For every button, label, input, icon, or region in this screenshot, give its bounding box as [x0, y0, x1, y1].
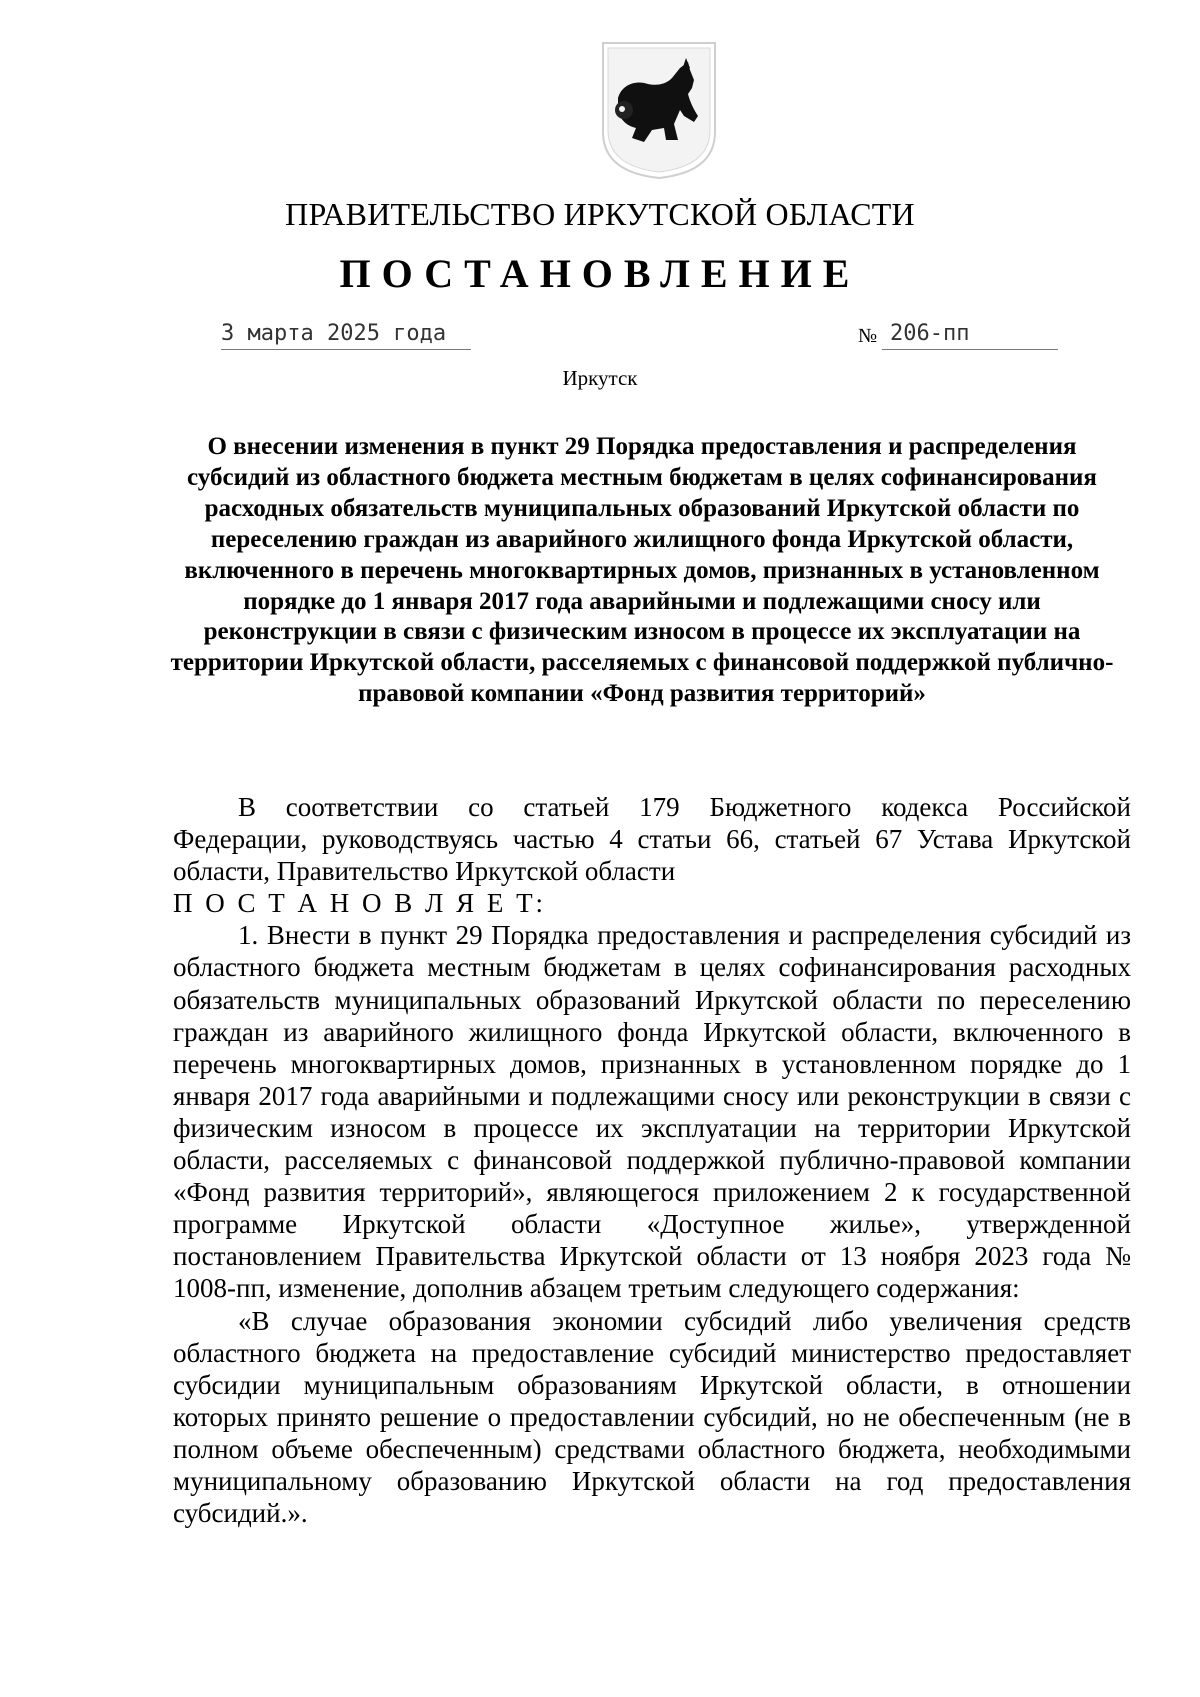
document-title: О внесении изменения в пункт 29 Порядка предоставления и распределения субсидий из областного бюджета местным бюджетам в целях софинансирования расходных обязательств муниципальных образований Иркутской области по переселению граждан из аварийного жилищного фонда Иркутской области, включенного в перечень многоквартирных домов, признанных в установленном порядке до 1 января 2017 года аварийными и подлежащими сносу или реконструкции в связи с физическим износом в процессе их эксплуатации на территории Иркутской области, расселяемых с финансовой поддержкой публично-правовой компании «Фонд развития территорий»: [170, 433, 1114, 708]
resolves-heading: П О С Т А Н О В Л Я Е Т:: [173, 888, 547, 919]
irkutsk-coat-of-arms-icon: [600, 40, 718, 180]
document-number: 206-пп: [890, 321, 970, 346]
date-underline: [221, 349, 471, 350]
government-name: ПРАВИТЕЛЬСТВО ИРКУТСКОЙ ОБЛАСТИ: [285, 196, 915, 232]
preamble-first-line: В соответствии со статьей 179 Бюджетного кодекса Российской: [238, 792, 1131, 822]
quoted-paragraph: «В случае образования экономии субсидий либо увеличения средств областного бюджета на предоставление субсидий министерство предоставляет субсидии муниципальным образованиям Иркутской области, в отношении которых принято решение о предоставлении субсидий, но не обеспеченным (не в полном объеме обеспеченным) средствами областного бюджета, необходимыми муниципальному образованию Иркутской области на год предоставления субсидий.».: [173, 1305, 1131, 1529]
document-city: Иркутск: [562, 366, 638, 390]
document-body: [173, 791, 1131, 1529]
preamble-rest: Федерации, руководствуясь частью 4 статьи 66, статьей 67 Устава Иркутской области, Правительство Иркутской области: [173, 824, 1131, 887]
item-1-paragraph: 1. Внести в пункт 29 Порядка предоставления и распределения субсидий из областного бюджета местным бюджетам в целях софинансирования расходных обязательств муниципальных образований Иркутской области по переселению граждан из аварийного жилищного фонда Иркутской области, включенного в перечень многоквартирных домов, признанных в установленном порядке до 1 января 2017 года аварийными и подлежащими сносу или реконструкции в связи с физическим износом в процессе их эксплуатации на территории Иркутской области, расселяемых с финансовой поддержкой публично-правовой компании «Фонд развития территорий», являющегося приложением 2 к государственной программе Иркутской области «Доступное жилье», утвержденной постановлением Правительства Иркутской области от 13 ноября 2023 года № 1008-пп, изменение, дополнив абзацем третьим следующего содержания:: [173, 920, 1131, 1304]
number-underline: [882, 349, 1058, 350]
document-type: ПОСТАНОВЛЕНИЕ: [339, 251, 861, 296]
number-sign: №: [858, 325, 878, 347]
document-date: 3 марта 2025 года: [221, 321, 447, 346]
